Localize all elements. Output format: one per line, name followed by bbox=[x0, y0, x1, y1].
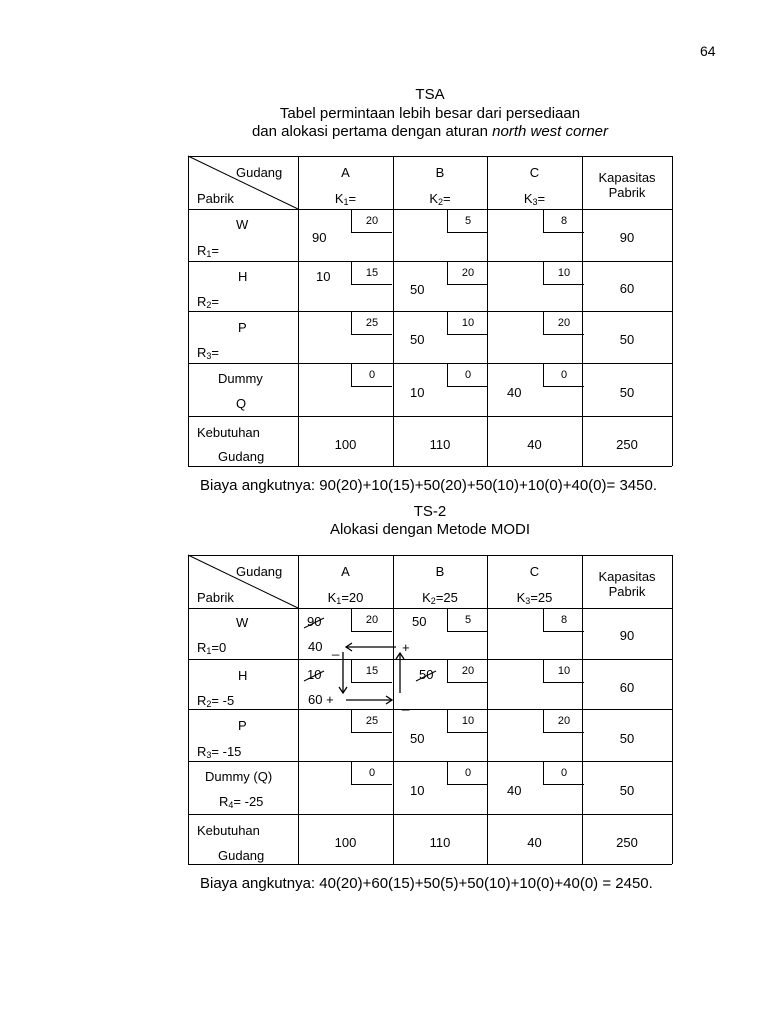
t2-cost-q-a: 0 bbox=[351, 762, 392, 785]
t2-k3: $K_3=25$ bbox=[516, 590, 553, 606]
t1-cost-p-c: 20 bbox=[543, 312, 584, 335]
t2-cost-p-c: 20 bbox=[543, 710, 584, 733]
t2-q-c: 40 bbox=[507, 783, 522, 798]
t1-alloc-q-b: 10 bbox=[410, 385, 425, 400]
t1-k1: $K_1=$ bbox=[334, 191, 357, 207]
t2-cost-h-b: 20 bbox=[447, 660, 488, 683]
t1-alloc-w-a: 90 bbox=[312, 230, 327, 245]
t1-cap-p: 50 bbox=[619, 332, 635, 347]
t1-row-h: H bbox=[238, 269, 248, 284]
t2-cost-p-b: 10 bbox=[447, 710, 488, 733]
t2-col-b: B bbox=[435, 564, 445, 579]
t2-pabrik-label: Pabrik bbox=[197, 590, 234, 605]
t2-w-a-new: 40 bbox=[308, 639, 323, 654]
t2-demand-c: 40 bbox=[527, 835, 542, 850]
t1-pabrik-label: Pabrik bbox=[197, 191, 234, 206]
t2-cost-p-a: 25 bbox=[351, 710, 392, 733]
t2-p-b: 50 bbox=[410, 731, 425, 746]
t1-cost-w-a: 20 bbox=[351, 210, 392, 233]
t1-cap-h: 60 bbox=[619, 281, 635, 296]
t2-w-a-sign: _ bbox=[332, 641, 340, 656]
t1-cost-h-a: 15 bbox=[351, 262, 392, 285]
t2-r4: $R_4= -25$ bbox=[219, 794, 264, 810]
t2-gudang-label: Gudang bbox=[236, 564, 283, 579]
table2-title: TS-2 bbox=[413, 503, 447, 520]
t2-cost-w-c: 8 bbox=[543, 609, 584, 632]
t1-alloc-h-a: 10 bbox=[316, 269, 331, 284]
t1-cost-q-c: 0 bbox=[543, 364, 584, 387]
t1-cost-h-c: 10 bbox=[543, 262, 584, 285]
t1-alloc-q-c: 40 bbox=[507, 385, 522, 400]
t2-w-b-sign: + bbox=[402, 640, 410, 655]
t1-r3: $R_3=$ bbox=[197, 345, 219, 361]
t1-cost-w-c: 8 bbox=[543, 210, 584, 233]
t2-r3: $R_3= -15$ bbox=[197, 744, 242, 760]
t2-col-c: C bbox=[529, 564, 540, 579]
t2-cost-w-a: 20 bbox=[351, 609, 392, 632]
t2-h-a-old: 10 bbox=[307, 667, 322, 682]
t1-col-b: B bbox=[435, 165, 445, 180]
t1-alloc-p-b: 50 bbox=[410, 332, 425, 347]
t1-cap-w: 90 bbox=[619, 230, 635, 245]
t2-demand-b: 110 bbox=[429, 835, 451, 850]
t2-demand-a: 100 bbox=[334, 835, 357, 850]
t2-row-p: P bbox=[238, 718, 247, 733]
t2-cost-h-a: 15 bbox=[351, 660, 392, 683]
t2-cap-q: 50 bbox=[619, 783, 635, 798]
t1-row-w: W bbox=[236, 217, 249, 232]
t2-row-w: W bbox=[236, 615, 249, 630]
t2-h-b-old: 50 bbox=[419, 667, 434, 682]
t2-row-dummy: Dummy (Q) bbox=[205, 769, 273, 784]
t1-col-c: C bbox=[529, 165, 540, 180]
t1-r1: $R_1=$ bbox=[197, 243, 219, 259]
t1-kebutuhan: Kebutuhan bbox=[197, 425, 260, 440]
t1-r2: $R_2=$ bbox=[197, 294, 219, 310]
table1-title: TSA bbox=[415, 86, 445, 103]
t1-row-dummy: Dummy bbox=[218, 371, 263, 386]
table1-subtitle: Tabel permintaan lebih besar dari persediaan bbox=[279, 105, 581, 122]
t1-kapasitas-2: Pabrik bbox=[608, 185, 646, 200]
t2-cap-h: 60 bbox=[619, 680, 635, 695]
t2-cost-q-c: 0 bbox=[543, 762, 584, 785]
t2-r1: $R_1=0$ bbox=[197, 640, 227, 656]
t2-row-h: H bbox=[238, 668, 248, 683]
t1-biaya: Biaya angkutnya: 90(20)+10(15)+50(20)+50(10)+10(0)+40(0)= 3450. bbox=[200, 477, 657, 494]
t1-demand-a: 100 bbox=[334, 437, 357, 452]
t2-q-b: 10 bbox=[410, 783, 425, 798]
t1-total: 250 bbox=[616, 437, 638, 452]
t2-r2: $R_2= -5$ bbox=[197, 693, 235, 709]
t2-col-a: A bbox=[341, 564, 350, 579]
t1-row-p: P bbox=[238, 320, 247, 335]
t2-kapasitas-2: Pabrik bbox=[608, 584, 646, 599]
t2-w-a-old: 90 bbox=[307, 614, 322, 629]
t1-gudang: Gudang bbox=[218, 449, 265, 464]
t2-gudang: Gudang bbox=[218, 848, 265, 863]
t2-h-a-new: 60 + bbox=[308, 692, 334, 707]
page-number: 64 bbox=[700, 43, 716, 59]
t1-demand-c: 40 bbox=[527, 437, 542, 452]
table2-subtitle: Alokasi dengan Metode MODI bbox=[329, 521, 531, 538]
t1-cost-q-b: 0 bbox=[447, 364, 488, 387]
t1-cost-p-a: 25 bbox=[351, 312, 392, 335]
t2-kebutuhan: Kebutuhan bbox=[197, 823, 260, 838]
t1-cost-p-b: 10 bbox=[447, 312, 488, 335]
table1-subtitle-2: dan alokasi pertama dengan aturan north west corner bbox=[251, 123, 609, 140]
t2-cost-q-b: 0 bbox=[447, 762, 488, 785]
t2-w-b: 50 bbox=[412, 614, 427, 629]
t1-kapasitas: Kapasitas bbox=[598, 170, 656, 185]
t1-demand-b: 110 bbox=[429, 437, 451, 452]
t1-col-a: A bbox=[341, 165, 350, 180]
t1-cost-h-b: 20 bbox=[447, 262, 488, 285]
t1-k2: $K_2=$ bbox=[429, 191, 451, 207]
t2-total: 250 bbox=[616, 835, 638, 850]
t2-h-b-sign: _ bbox=[402, 696, 410, 711]
t2-k2: $K_2=25$ bbox=[422, 590, 458, 606]
t2-kapasitas: Kapasitas bbox=[598, 569, 656, 584]
t1-cost-q-a: 0 bbox=[351, 364, 392, 387]
t2-biaya: Biaya angkutnya: 40(20)+60(15)+50(5)+50(10)+10(0)+40(0) = 2450. bbox=[200, 875, 653, 892]
t1-cost-w-b: 5 bbox=[447, 210, 488, 233]
t2-cap-w: 90 bbox=[619, 628, 635, 643]
t1-k3: $K_3=$ bbox=[523, 191, 546, 207]
t2-cap-p: 50 bbox=[619, 731, 635, 746]
t1-cap-q: 50 bbox=[619, 385, 635, 400]
t2-cost-w-b: 5 bbox=[447, 609, 488, 632]
t2-cost-h-c: 10 bbox=[543, 660, 584, 683]
t1-gudang-label: Gudang bbox=[236, 165, 283, 180]
t1-alloc-h-b: 50 bbox=[410, 282, 425, 297]
t2-k1: $K_1=20$ bbox=[327, 590, 364, 606]
t1-row-q: Q bbox=[236, 396, 247, 411]
